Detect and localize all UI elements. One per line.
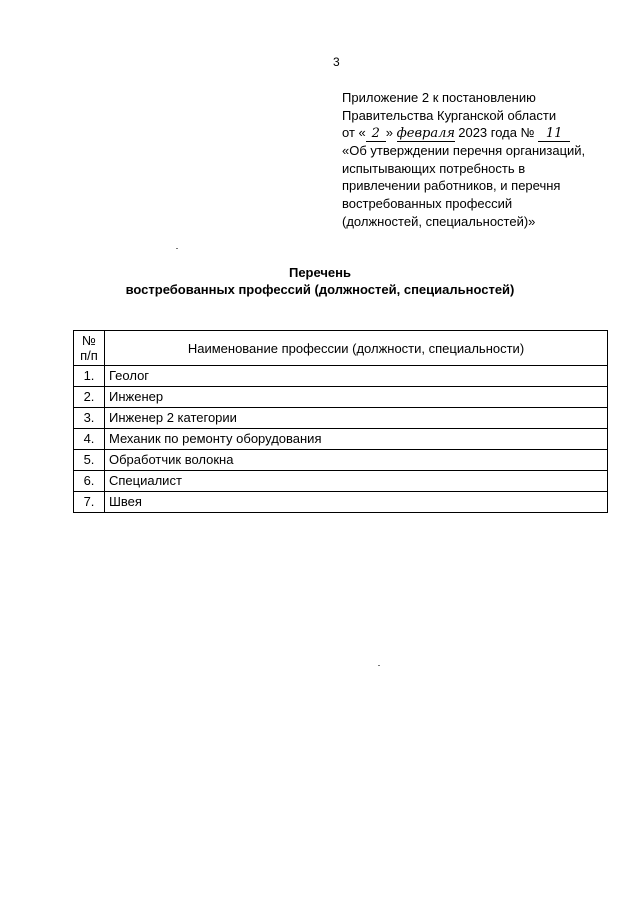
appendix-date-line [342, 124, 632, 142]
title-line-1: Перечень [288, 265, 352, 280]
profession-name: Инженер 2 категории [105, 408, 608, 429]
row-number: 1. [74, 366, 105, 387]
date-prefix: от « [342, 125, 366, 141]
appendix-line-2: Правительства Курганской области [342, 107, 557, 123]
column-header-name: Наименование профессии (должности, специальности) [105, 331, 608, 366]
row-number: 3. [74, 408, 105, 429]
table-row [74, 387, 608, 408]
table-row [74, 429, 608, 450]
appendix-header [342, 89, 632, 230]
handwritten-number: 11 [538, 127, 570, 142]
table-header-row [74, 331, 608, 366]
appendix-line-7: востребованных профессий [342, 195, 513, 211]
profession-name: Специалист [105, 471, 608, 492]
appendix-line-1: Приложение 2 к постановлению [342, 90, 536, 105]
professions-table [73, 330, 608, 513]
row-number: 6. [74, 471, 105, 492]
column-header-number: № п/п [74, 331, 105, 366]
appendix-line-6: привлечении работников, и перечня [342, 178, 561, 194]
appendix-line-4: «Об утверждении перечня организаций, [342, 143, 586, 159]
scan-speck [378, 665, 380, 666]
handwritten-day: 2 [366, 127, 386, 142]
profession-name: Инженер [105, 387, 608, 408]
table-row [74, 492, 608, 513]
row-number: 2. [74, 387, 105, 408]
table-row [74, 450, 608, 471]
title-line-2: востребованных профессий (должностей, специальностей) [125, 282, 515, 297]
row-number: 7. [74, 492, 105, 513]
document-title [0, 264, 640, 298]
appendix-line-8: (должностей, специальностей)» [342, 213, 536, 229]
appendix-line-5: испытывающих потребность в [342, 160, 526, 176]
profession-name: Геолог [105, 366, 608, 387]
page-number: 3 [333, 55, 340, 69]
row-number: 4. [74, 429, 105, 450]
year-text: 2023 года № [458, 125, 535, 141]
profession-name: Обработчик волокна [105, 450, 608, 471]
table-row [74, 366, 608, 387]
handwritten-month: февраля [396, 126, 456, 142]
date-quote-close: » [385, 125, 393, 141]
table-row [74, 408, 608, 429]
table-row [74, 471, 608, 492]
profession-name: Механик по ремонту оборудования [105, 429, 608, 450]
scan-speck [176, 248, 178, 249]
row-number: 5. [74, 450, 105, 471]
profession-name: Швея [105, 492, 608, 513]
